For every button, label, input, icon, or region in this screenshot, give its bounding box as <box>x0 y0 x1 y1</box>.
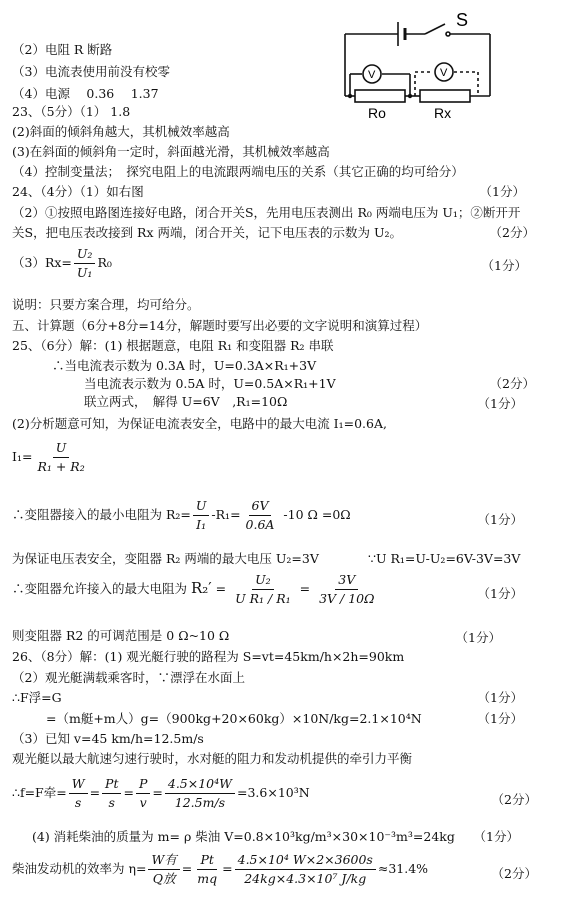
score-27: （1分） <box>477 711 523 726</box>
score-30: （2分） <box>491 792 537 807</box>
line-31: (4) 消耗柴油的质量为 m= ρ 柴油 V=0.8×10³kg/m³×30×10⁻³m³=24kg <box>32 829 455 844</box>
score-8: （1分） <box>479 184 525 199</box>
line-10: 关S，把电压表改接到 Rx 两端，闭合开关，记下电压表的示数为 U₂。 <box>12 225 402 240</box>
rx-fraction: $\frac{\text{U₂}}{\text{U₁}}$ <box>74 246 96 281</box>
eta-formula: 柴油发动机的效率为 η= $\frac{\text{W有}}{\text{Q放}}$ = $\frac{Pt}{mq}$ = $\frac{\text{4.5×10⁴ W×2×3600s}}{\text{24kg×4.3×10⁷ J/kg}}$ ≈31.4% <box>12 852 429 886</box>
voltmeter-1-label: V <box>368 69 376 81</box>
score-22: （1分） <box>477 586 523 601</box>
line-1: （2）电阻 R 断路 <box>12 42 113 57</box>
r2-max-formula: ∴变阻器允许接入的最大电阻为 R₂′ = $\frac{\text{U₂}}{\text{U R₁ / R₁}}$ = $\frac{3V}{3V / 10\Omega}$ <box>12 572 375 606</box>
r0-label: Ro <box>368 105 386 120</box>
line-26: ∴F浮=G <box>12 690 62 705</box>
line-18: (2)分析题意可知，为保证电流表安全，电路中的最大电流 I₁=0.6A, <box>12 416 387 431</box>
score-11: （1分） <box>481 258 527 273</box>
circuit-diagram <box>340 4 500 120</box>
score-31: （1分） <box>473 829 519 844</box>
line-25: （2）观光艇满载乘客时，∵漂浮在水面上 <box>12 670 245 685</box>
line-13: 五、计算题（6分+8分=14分，解题时要写出必要的文字说明和演算过程） <box>12 318 428 333</box>
line-3: （4）电源 0.36 1.37 <box>12 86 159 101</box>
line-2: （3）电流表使用前没有校零 <box>12 64 170 79</box>
line-8: 24、（4分）（1）如右图 <box>12 184 144 199</box>
line-24: 26、（8分）解：(1) 观光艇行驶的路程为 S=vt=45km/h×2h=90km <box>12 649 405 664</box>
line-12: 说明：只要方案合理，均可给分。 <box>12 297 200 312</box>
i1-formula: I₁= $\frac{U}{\text{R₁ + R₂}}$ <box>12 440 90 475</box>
line-21: 为保证电压表安全，变阻器 R₂ 两端的最大电压 U₂=3V <box>12 551 319 566</box>
score-20: （1分） <box>477 512 523 527</box>
line-7: （4）控制变量法； 探究电阻上的电流跟两端电压的关系（其它正确的均可给分） <box>12 164 464 179</box>
line-17: 联立两式， 解得 U=6V ,R₁=10Ω <box>84 394 288 409</box>
score-16: （2分） <box>489 376 535 391</box>
line-9: （2）①按照电路图连接好电路，闭合开关S，先用电压表测出 R₀ 两端电压为 U₁；②断开开 <box>12 205 521 220</box>
score-17: （1分） <box>477 396 523 411</box>
voltmeter-2-label: V <box>440 67 448 79</box>
line-28: （3）已知 v=45 km/h=12.5m/s <box>12 731 204 746</box>
r2-min-formula: ∴变阻器接入的最小电阻为 R₂= $\frac{U}{\text{I₁}}$ -R₁= $\frac{6V}{0.6A}$ -10 Ω =0Ω <box>12 498 351 532</box>
score-26: （1分） <box>477 690 523 705</box>
line-29: 观光艇以最大航速匀速行驶时，水对艇的阻力和发动机提供的牵引力平衡 <box>12 751 413 766</box>
line-14: 25、（6分）解：(1) 根据题意，电阻 R₁ 和变阻器 R₂ 串联 <box>12 338 334 353</box>
score-10: （2分） <box>489 225 535 240</box>
line-15: ∴当电流表示数为 0.3A 时，U=0.3A×R₁+3V <box>52 358 317 373</box>
switch-label: S <box>456 10 469 30</box>
score-32: （2分） <box>491 866 537 881</box>
force-formula: ∴f=F牵= $\frac{W}{s}$ = $\frac{Pt}{s}$ = $\frac{P}{v}$ = $\frac{\text{4.5×10⁴W}}{12.5m/s}$ =3.6×10³N <box>12 776 310 810</box>
line-4: 23、（5分）（1） 1.8 <box>12 104 131 119</box>
line-6: (3)在斜面的倾斜角一定时，斜面越光滑，其机械效率越高 <box>12 144 330 159</box>
i1-fraction: $\frac{U}{\text{R₁ + R₂}}$ <box>37 440 85 474</box>
line-27: =（m艇+m人）g=（900kg+20×60kg）×10N/kg=2.1×10⁴N <box>46 711 422 726</box>
rx-label: Rx <box>434 105 452 120</box>
line-21b: ∵U R₁=U-U₂=6V-3V=3V <box>368 551 521 566</box>
line-23: 则变阻器 R2 的可调范围是 0 Ω~10 Ω <box>12 628 230 643</box>
line-5: (2)斜面的倾斜角越大，其机械效率越高 <box>12 124 230 139</box>
rx-formula: （3）Rx= $\frac{\text{U₂}}{\text{U₁}}$ R₀ <box>12 246 112 280</box>
line-16: 当电流表示数为 0.5A 时，U=0.5A×R₁+1V <box>84 376 336 391</box>
score-23: （1分） <box>455 630 501 645</box>
